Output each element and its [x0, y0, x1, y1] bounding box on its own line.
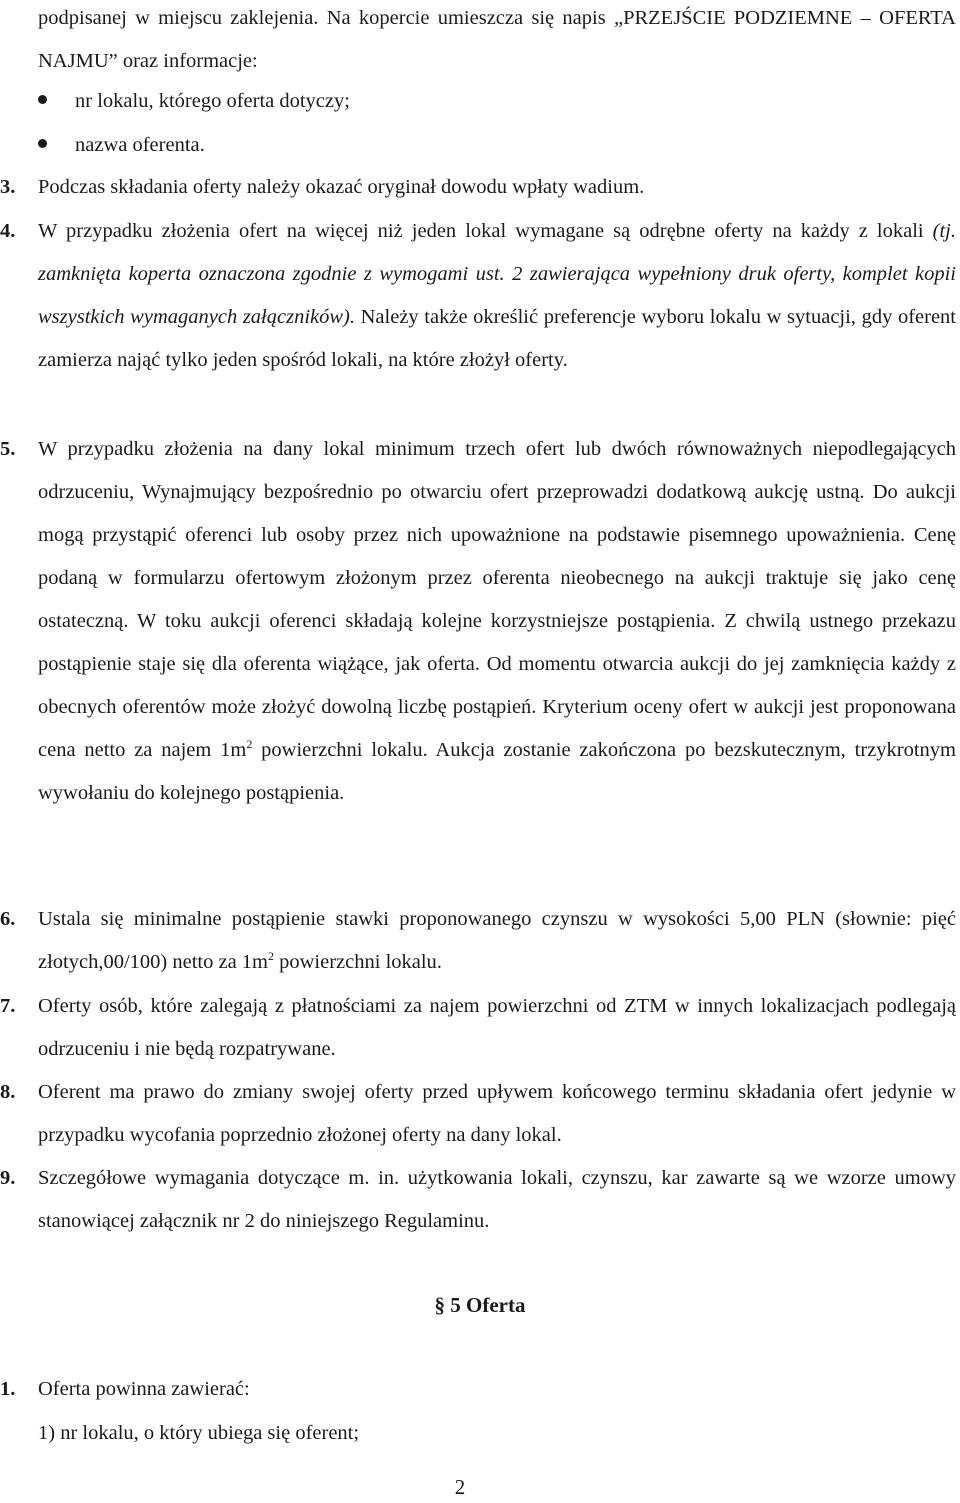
- section-item-1: [0, 1368, 250, 1411]
- item-number: 4.: [0, 220, 16, 242]
- item-text: Ustala się minimalne postąpienie stawki proponowanego czynszu w wysokości 5,00 PLN (słownie: pięć złotych,00/100) netto za 1m: [38, 908, 956, 973]
- item-text: W przypadku złożenia na dany lokal minimum trzech ofert lub dwóch równoważnych niepodlegających odrzuceniu, Wynajmujący bezpośrednio po otwarciu ofert przeprowadzi dodatkową aukcję ustną. Do aukcji mogą przystąpić oferenci lub osoby przez nich upoważnione na podstawie pisemnego upoważnienia. Cenę podaną w formularzu ofertowym złożonym przez oferenta nieobecnego na aukcji traktuje się jako cenę ostateczną. W toku aukcji oferenci składają kolejne korzystniejsze postąpienia. Z chwilą ustnego przekazu postąpienie staje się dla oferenta wiążące, jak oferta. Od momentu otwarcia aukcji do jej zamknięcia każdy z obecnych oferentów może złożyć dowolną liczbę postąpień. Kryterium oceny ofert w aukcji jest proponowana cena netto za najem 1m: [38, 438, 956, 761]
- superscript: 2: [268, 949, 274, 963]
- bullet-text: nazwa oferenta.: [75, 134, 205, 156]
- sub-item-1: 1) nr lokalu, o który ubiega się oferent;: [38, 1422, 360, 1444]
- item-italic-text: (tj. zamknięta koperta oznaczona zgodnie z wymogami ust. 2 zawierająca wypełniony druk oferty, komplet kopii wszystkich wymaganych załączników).: [38, 220, 956, 328]
- list-item-3: [0, 166, 956, 209]
- list-item-5: [0, 428, 956, 815]
- item-text: W przypadku złożenia ofert na więcej niż jeden lokal wymagane są odrębne oferty na każdy z lokali: [38, 220, 933, 242]
- superscript: 2: [246, 737, 253, 751]
- list-item-7: [0, 985, 956, 1071]
- page-number: 2: [454, 1475, 466, 1499]
- item-text: Oferent ma prawo do zmiany swojej oferty przed upływem końcowego terminu składania ofert jedynie w przypadku wycofania poprzednio złożonej oferty na dany lokal.: [38, 1081, 956, 1146]
- item-text: powierzchni lokalu.: [274, 951, 442, 973]
- item-number: 7.: [0, 995, 16, 1017]
- list-item-8: [0, 1071, 956, 1157]
- bullet-dot-icon: [38, 139, 47, 148]
- item-text: powierzchni lokalu. Aukcja zostanie zakończona po bezskutecznym, trzykrotnym wywołaniu do kolejnego postąpienia.: [38, 739, 956, 804]
- item-text: Oferty osób, które zalegają z płatnościami za najem powierzchni od ZTM w innych lokalizacjach podlegają odrzuceniu i nie będą rozpatrywane.: [38, 995, 956, 1060]
- intro-text: podpisanej w miejscu zaklejenia. Na kopercie umieszcza się napis „PRZEJŚCIE PODZIEMNE – OFERTA NAJMU” oraz informacje:: [38, 7, 956, 72]
- item-text: Szczegółowe wymagania dotyczące m. in. użytkowania lokali, czynszu, kar zawarte są we wzorze umowy stanowiącej załącznik nr 2 do niniejszego Regulaminu.: [38, 1167, 956, 1232]
- item-number: 5.: [0, 438, 16, 460]
- section-heading: § 5 Oferta: [434, 1293, 526, 1317]
- intro-paragraph: [38, 0, 956, 83]
- bullet-dot-icon: [38, 95, 47, 104]
- item-text: Należy także określić preferencje wyboru lokalu w sytuacji, gdy oferent zamierza nająć tylko jeden spośród lokali, na które złożył oferty.: [38, 306, 956, 371]
- item-text: Oferta powinna zawierać:: [38, 1378, 250, 1400]
- item-number: 6.: [0, 908, 16, 930]
- list-item-4: [0, 210, 956, 382]
- list-item-6: [0, 898, 956, 984]
- item-text: Podczas składania oferty należy okazać oryginał dowodu wpłaty wadium.: [38, 176, 645, 198]
- list-item-9: [0, 1157, 956, 1243]
- item-number: 8.: [0, 1081, 16, 1103]
- bullet-text: nr lokalu, którego oferta dotyczy;: [75, 90, 350, 112]
- item-number: 1.: [0, 1378, 16, 1400]
- item-number: 9.: [0, 1167, 16, 1189]
- item-number: 3.: [0, 176, 16, 198]
